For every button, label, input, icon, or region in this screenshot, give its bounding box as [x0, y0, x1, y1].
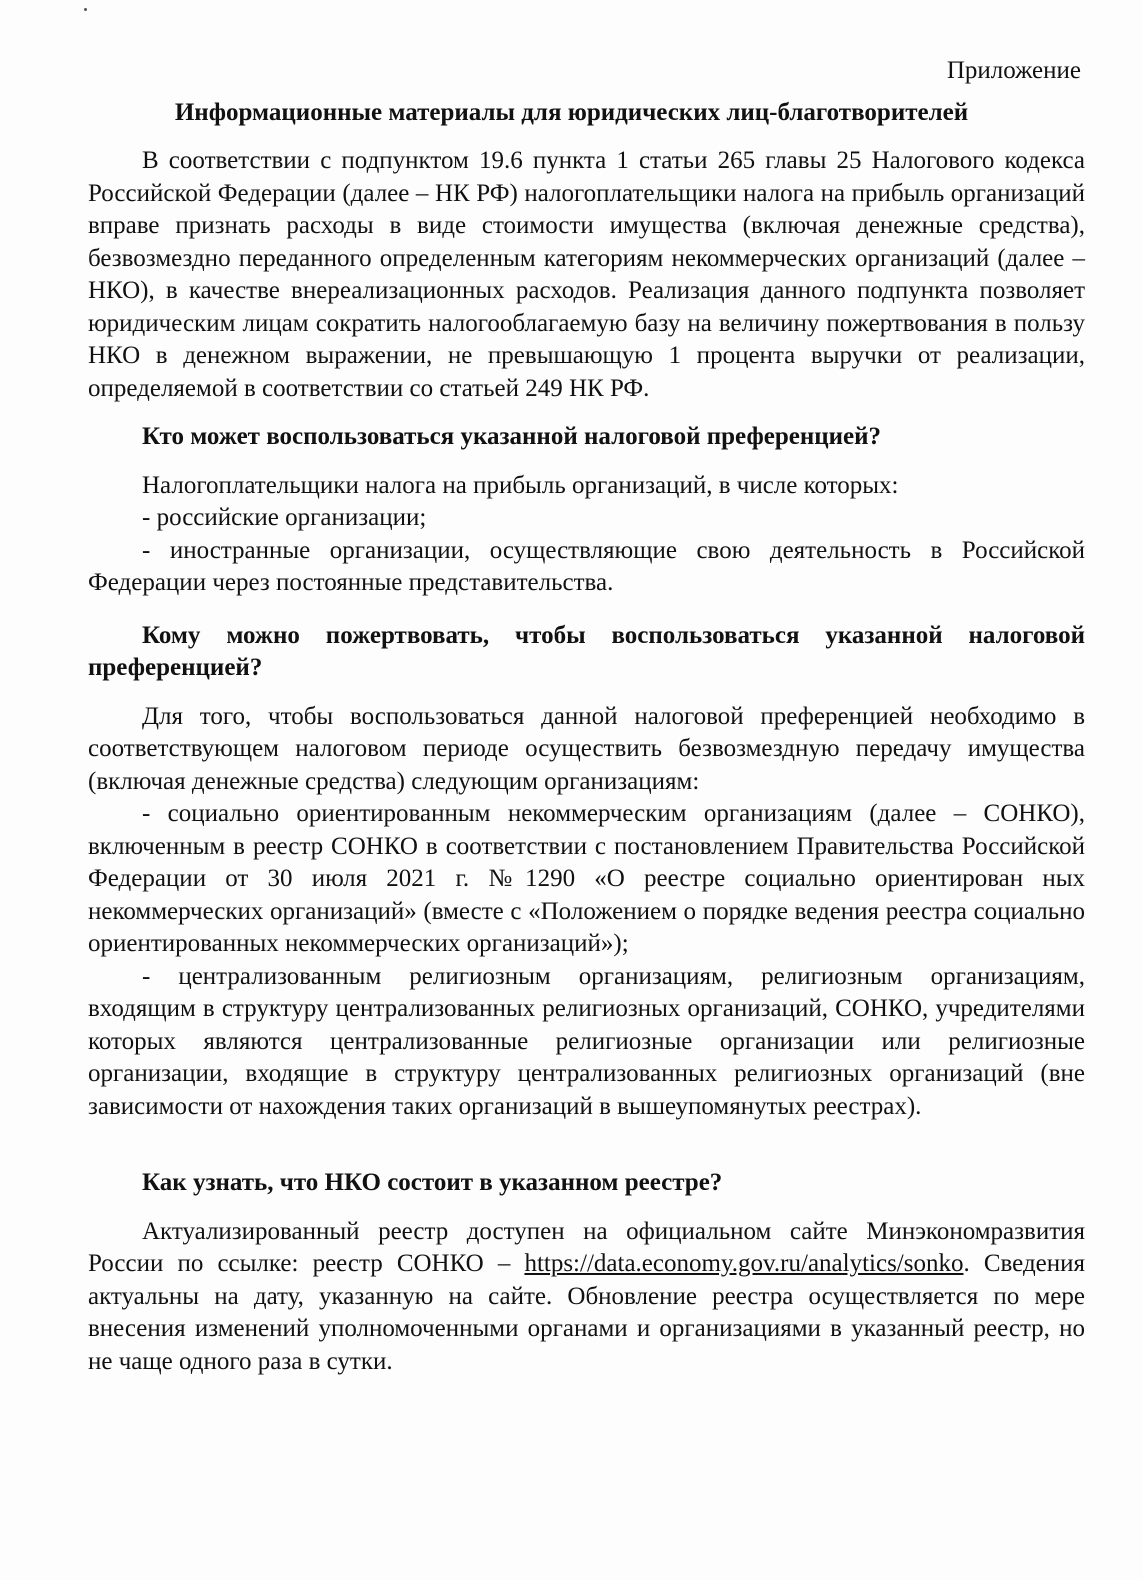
section-heading-who: Кто может воспользоваться указанной налоговой преференцией?	[142, 423, 882, 450]
section-whom-lead: Для того, чтобы воспользоваться данной налоговой преференцией необходимо в соответствующем налоговом периоде осуществить безвозмездную передачу имущества (включая денежные средства) следующим организациям:	[88, 702, 1085, 795]
document-title: Информационные материалы для юридических лиц-благотворителей	[174, 98, 969, 126]
section-registry-paragraph	[88, 1216, 1085, 1379]
section-whom-item-religious: - централизованным религиозным организациям, религиозным организациям, входящим в структуру централизованных религиозных организаций, СОНКО, учредителями которых являются централизованные религиозные организации или религиозные организации, входящие в структуру централизованных религиозных организаций (вне зависимости от нахождения таких организаций в вышеупомянутых реестрах).	[88, 962, 1085, 1120]
section-who-item-foreign: - иностранные организации, осуществляющие свою деятельность в Российской Федерации через постоянные представительства.	[88, 536, 1085, 596]
registry-text-before-link: Актуализированный реестр доступен на официальном сайте Минэкономразвития России по ссылке: реестр СОНКО –	[88, 1217, 1085, 1277]
registry-text-after-link: . Сведения актуальны на дату, указанную на сайте. Обновление реестра осуществляется по мере внесения изменений уполномоченными органами и организациями в указанный реестр, но не чаще одного раза в сутки.	[88, 1250, 1086, 1375]
section-who-item-russian: - российские организации;	[142, 504, 427, 531]
document-body	[88, 55, 1085, 1378]
scan-speck	[84, 8, 87, 11]
section-heading-whom: Кому можно пожертвовать, чтобы воспользоваться указанной налоговой преференцией?	[88, 621, 1085, 681]
intro-paragraph: В соответствии с подпунктом 19.6 пункта 1 статьи 265 главы 25 Налогового кодекса Российской Федерации (далее – НК РФ) налогоплательщики налога на прибыль организаций вправе признать расходы в виде стоимости имущества (включая денежные средства), безвозмездно переданного определенным категориям некоммерческих организаций (далее – НКО), в качестве внереализационных расходов. Реализация данного подпункта позволяет юридическим лицам сократить налогооблагаемую базу на величину пожертвования в пользу НКО в денежном выражении, не превышающую 1 процента выручки от реализации, определяемой в соответствии со статьей 249 НК РФ.	[88, 147, 1085, 402]
attachment-label: Приложение	[946, 57, 1081, 84]
section-who-lead: Налогоплательщики налога на прибыль организаций, в числе которых:	[142, 471, 899, 499]
section-heading-registry: Как узнать, что НКО состоит в указанном реестре?	[142, 1169, 723, 1196]
registry-link[interactable]: https://data.economy.gov.ru/analytics/sonko	[524, 1250, 964, 1277]
section-whom-item-sonko: - социально ориентированным некоммерческим организациям (далее – СОНКО), включенным в реестр СОНКО в соответствии с постановлением Правительства Российской Федерации от 30 июля 2021 г. №1290 «О реестре социально ориентирован ных некоммерческих организаций» (вместе с «Положением о порядке ведения реестра социально ориентированных некоммерческих организаций»);	[88, 800, 1085, 957]
